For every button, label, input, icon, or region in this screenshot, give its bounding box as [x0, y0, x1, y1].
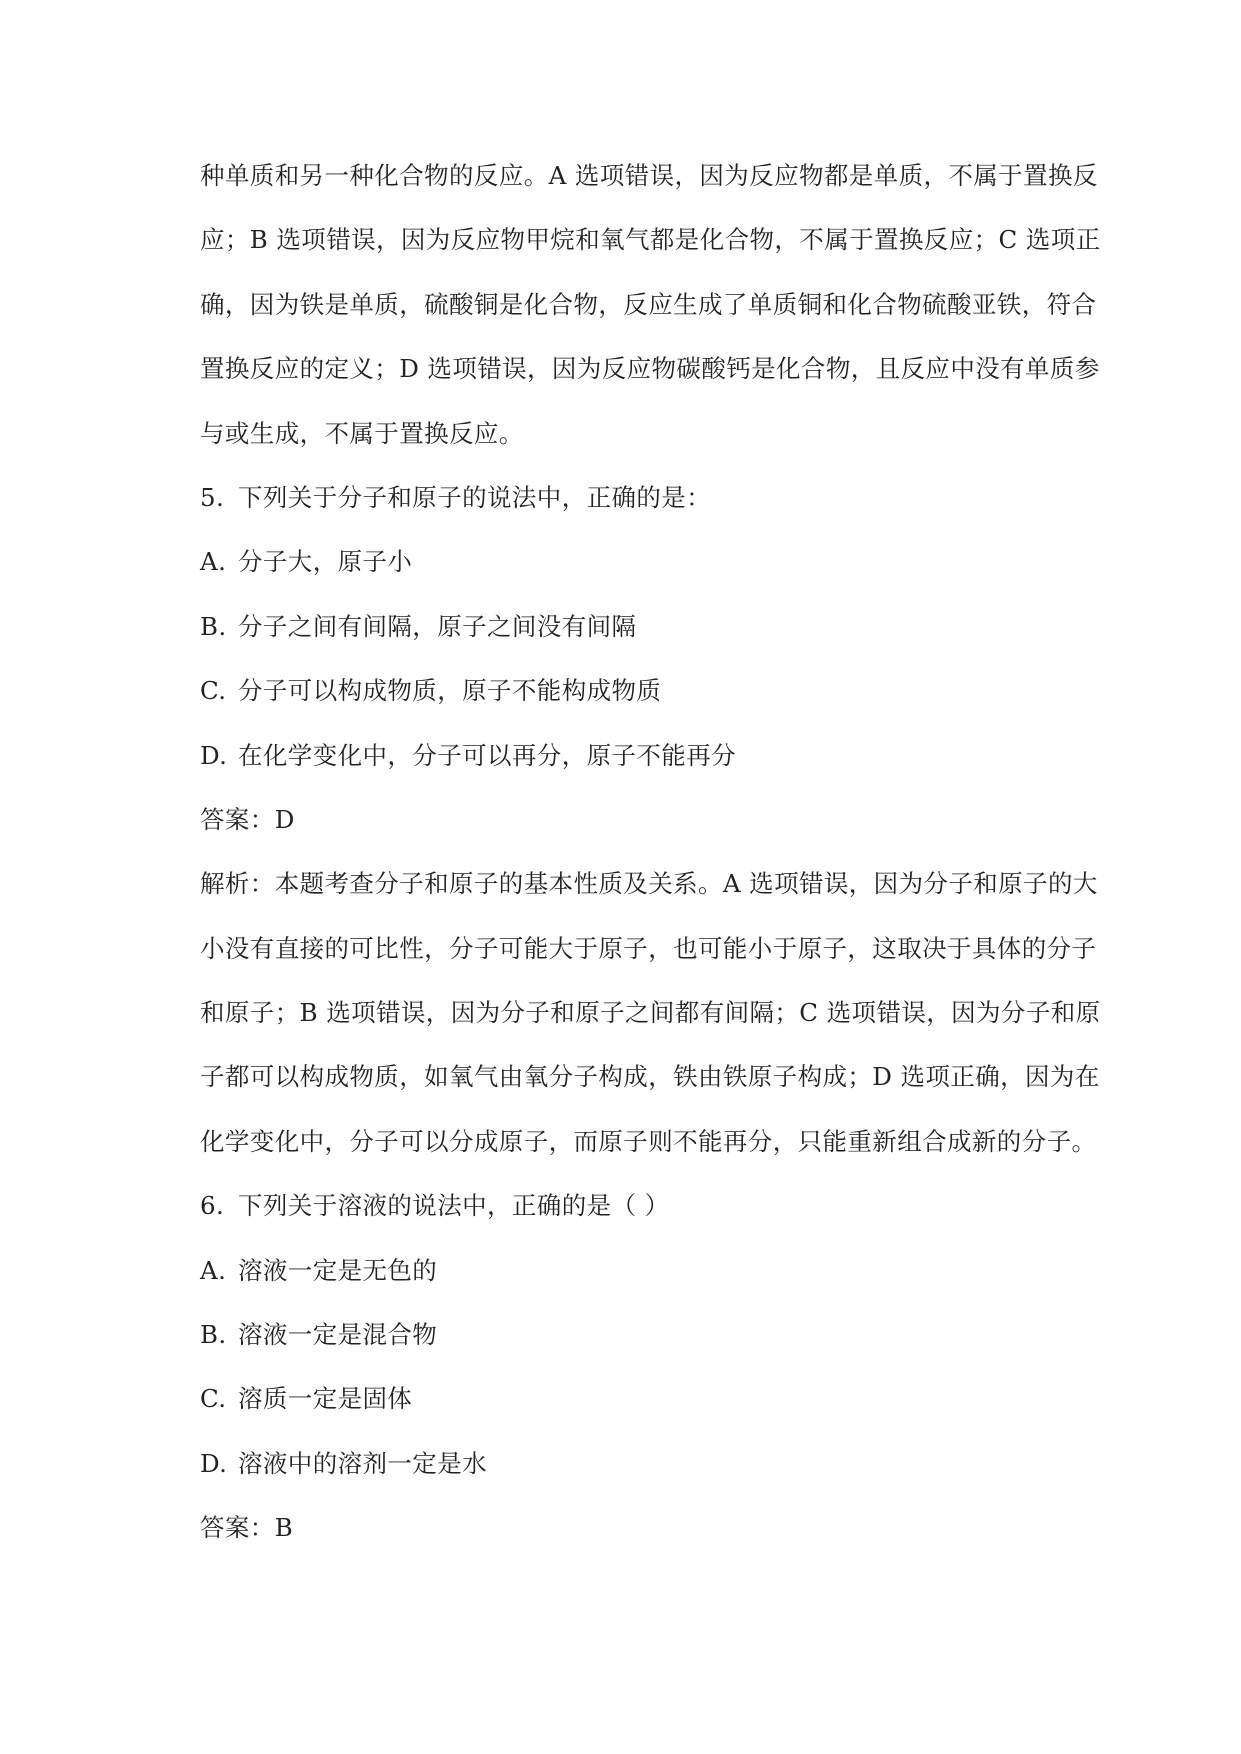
text-line: 种单质和另一种化合物的反应。A 选项错误，因为反应物都是单质，不属于置换反 — [200, 161, 1098, 190]
option-d — [200, 724, 1080, 788]
text-line: 应；B 选项错误，因为反应物甲烷和氧气都是化合物，不属于置换反应；C 选项正 — [200, 225, 1101, 255]
option-c — [200, 1367, 1080, 1431]
option-letter: A. — [200, 1255, 227, 1285]
question-number: 5. — [200, 482, 225, 512]
option-text: 溶液一定是无色的 — [238, 1255, 438, 1285]
question-6 — [200, 1174, 1080, 1560]
document-page — [200, 144, 1101, 1561]
text-line: 解析：本题考查分子和原子的基本性质及关系。A 选项错误，因为分子和原子的大 — [200, 869, 1098, 899]
question-stem — [200, 466, 1080, 530]
question-text: 下列关于分子和原子的说法中，正确的是： — [238, 482, 712, 512]
text-line: 置换反应的定义；D 选项错误，因为反应物碳酸钙是化合物，且反应中没有单质参 — [200, 354, 1100, 384]
option-text: 分子可以构成物质，原子不能构成物质 — [238, 676, 662, 706]
answer: 答案：D — [200, 804, 295, 834]
explanation-q5 — [200, 852, 1101, 1174]
option-text: 溶质一定是固体 — [238, 1384, 413, 1414]
text-line: 和原子；B 选项错误，因为分子和原子之间都有间隔；C 选项错误，因为分子和原 — [200, 998, 1101, 1028]
explanation-q4 — [200, 144, 1101, 466]
option-text: 分子之间有间隔，原子之间没有间隔 — [238, 611, 637, 641]
question-5 — [200, 466, 1101, 1174]
text-line: 子都可以构成物质，如氧气由氧分子构成，铁由铁原子构成；D 选项正确，因为在 — [200, 1062, 1100, 1092]
text-line: 确，因为铁是单质，硫酸铜是化合物，反应生成了单质铜和化合物硫酸亚铁，符合 — [200, 289, 1097, 319]
option-text: 溶液中的溶剂一定是水 — [238, 1448, 487, 1478]
option-letter: C. — [200, 1384, 227, 1414]
question-number: 6. — [200, 1191, 225, 1221]
answer: 答案：B — [200, 1513, 294, 1543]
text-line: 与或生成，不属于置换反应。 — [200, 418, 524, 448]
option-b — [200, 595, 1080, 659]
option-letter: B. — [200, 1320, 227, 1350]
option-a — [200, 530, 1080, 594]
option-letter: B. — [200, 611, 227, 641]
option-b — [200, 1303, 1080, 1367]
option-text: 溶液一定是混合物 — [238, 1320, 438, 1350]
option-d — [200, 1432, 1080, 1496]
question-text: 下列关于溶液的说法中，正确的是（ ） — [238, 1191, 670, 1221]
question-stem — [200, 1174, 1080, 1238]
option-a — [200, 1239, 1080, 1303]
option-letter: D. — [200, 1448, 228, 1478]
option-letter: D. — [200, 740, 228, 770]
option-text: 在化学变化中，分子可以再分，原子不能再分 — [238, 740, 736, 770]
text-line: 化学变化中，分子可以分成原子，而原子则不能再分，只能重新组合成新的分子。 — [200, 1126, 1097, 1156]
text-line: 小没有直接的可比性，分子可能大于原子，也可能小于原子，这取决于具体的分子 — [200, 933, 1097, 963]
option-c — [200, 659, 1080, 723]
option-letter: C. — [200, 676, 227, 706]
option-letter: A. — [200, 547, 227, 577]
option-text: 分子大，原子小 — [238, 547, 413, 577]
